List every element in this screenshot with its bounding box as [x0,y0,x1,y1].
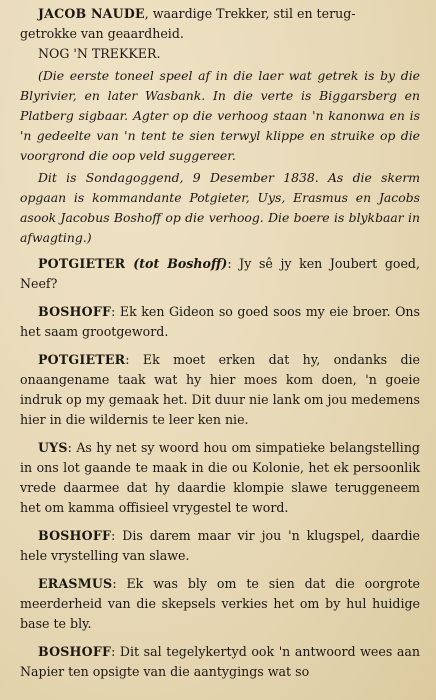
section-title: NOG 'N TREKKER. [38,46,161,61]
speaker-name: BOSHOFF [38,528,112,543]
speaker-name: UYS [38,440,68,455]
dialogue-text: : Jy sê jy ken Joubert goed, Neef? [20,256,420,291]
dialogue-line-5 [20,526,420,566]
speaker-name: ERASMUS [38,576,113,591]
cast-description-line-1: , waardige Trekker, stil en terug- [144,6,356,21]
dialogue-text: : As hy net sy woord hou om simpatieke belangstelling in ons lot gaande te maak in die ou Kolonie, het ek persoonlik vrede daarmee dat hy daardie klompie slawe teruggeneem het om kamma offisieel vrygestel te word. [20,440,420,515]
dialogue-text: : Ek was bly om te sien dat die oorgrote meerderheid van die skepsels verkies het om by hul huidige base te bly. [20,576,420,631]
cast-entry [20,4,420,44]
dialogue-text: : Dit sal tegelykertyd ook 'n antwoord wees aan Napier ten opsigte van die aantygings wat so [20,644,420,679]
dialogue-line-6 [20,574,420,634]
stage-direction-1: (Die eerste toneel speel af in die laer wat getrek is by die Blyrivier, en later Wasbank. In die verte is Biggarsberg en Platberg sigbaar. Agter op die verhoog staan 'n kanonwa en is 'n gedeelte van 'n tent te sien terwyl klippe en struike op die voorgrond die oop veld suggereer. [20,68,420,163]
dialogue-text: : Ek moet erken dat hy, ondanks die onaangename taak wat hy hier moes kom doen, 'n goeie indruk op my gemaak het. Dit duur nie lank om jou medemens hier in die wildernis te leer ken nie. [20,352,420,427]
speaker-direction: (tot Boshoff) [125,256,228,271]
speaker-name: POTGIETER [38,256,126,271]
dialogue-line-1 [20,254,420,294]
dialogue-line-3 [20,350,420,430]
dialogue-text: : Dis darem maar vir jou 'n klugspel, daardie hele vrystelling van slawe. [20,528,420,563]
dialogue-line-7 [20,642,420,682]
speaker-name: BOSHOFF [38,644,112,659]
dialogue-line-4 [20,438,420,518]
dialogue-text: : Ek ken Gideon so goed soos my eie broer. Ons het saam grootgeword. [20,304,420,339]
speaker-name: POTGIETER [38,352,126,367]
dialogue-line-2 [20,302,420,342]
stage-direction-2: Dit is Sondagoggend, 9 Desember 1838. As die skerm opgaan is kommandante Potgieter, Uys, Erasmus en Jacobs asook Jacobus Boshoff op die verhoog. Die boere is blykbaar in afwagting.) [20,170,420,245]
speaker-name: BOSHOFF [38,304,112,319]
cast-description-line-2: getrokke van geaardheid. [20,26,184,41]
cast-name: JACOB NAUDE [38,6,145,21]
